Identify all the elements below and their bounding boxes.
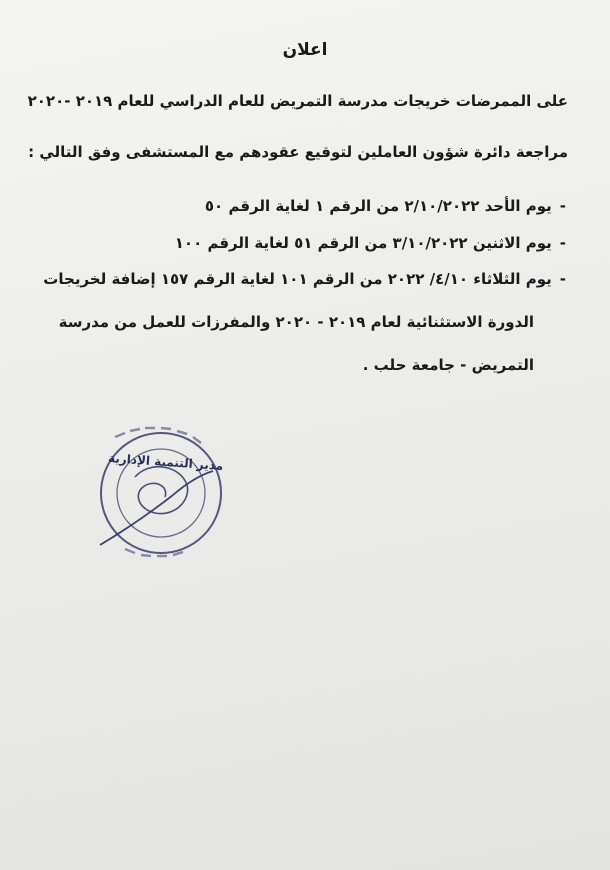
bullet-dash: -: [559, 197, 566, 215]
continuation-line-1: الدورة الاستثنائية لعام ٢٠١٩ - ٢٠٢٠ والمفرزات للعمل من مدرسة: [58, 313, 534, 331]
stamp-center-text: مدير التنمية الإدارية: [107, 450, 224, 474]
official-stamp-icon: [95, 425, 225, 560]
schedule-item-1: [205, 197, 566, 215]
intro-line-1: على الممرضات خريجات مدرسة التمريض للعام الدراسي للعام ٢٠١٩ -٢٠٢٠: [27, 92, 568, 110]
intro-line-2: مراجعة دائرة شؤون العاملين لتوقيع عقودهم مع المستشفى وفق التالي :: [28, 143, 568, 161]
schedule-item-text: يوم الأحد ٢/١٠/٢٠٢٢ من الرقم ١ لغاية الرقم ٥٠: [204, 197, 552, 215]
announcement-title: اعلان: [282, 40, 328, 60]
schedule-item-text: يوم الاثنين ٣/١٠/٢٠٢٢ من الرقم ٥١ لغاية الرقم ١٠٠: [174, 234, 552, 252]
bullet-dash: -: [559, 234, 566, 252]
schedule-item-text: يوم الثلاثاء ٤/١٠/ ٢٠٢٢ من الرقم ١٠١ لغاية الرقم ١٥٧ إضافة لخريجات: [43, 270, 552, 288]
schedule-item-2: [175, 234, 566, 252]
continuation-line-2: التمريض - جامعة حلب .: [362, 356, 534, 374]
schedule-item-3: [43, 270, 566, 288]
bullet-dash: -: [559, 270, 566, 288]
